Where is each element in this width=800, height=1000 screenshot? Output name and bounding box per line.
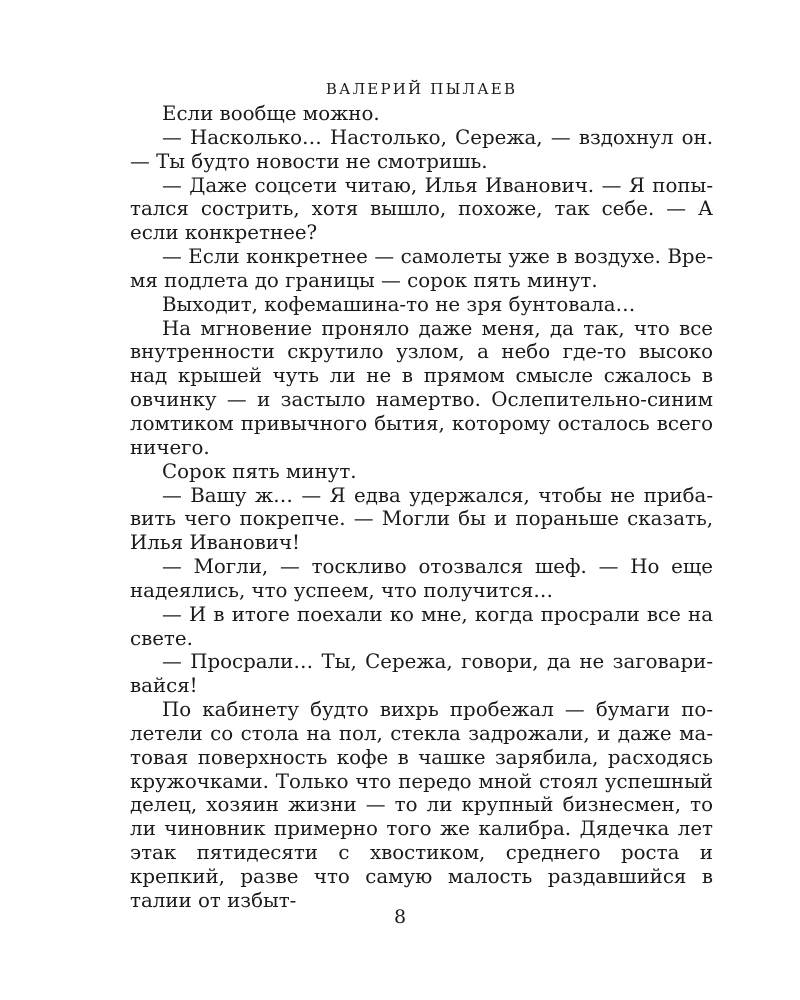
paragraph: — Если конкретнее — самолеты уже в воздухе. Время подлета до границы — сорок пять минут. — [130, 245, 713, 292]
paragraph: На мгновение проняло даже меня, да так, что все внутренности скрутило узлом, а небо где-то высоко над крышей чуть ли не в прямом смысле сжалось в овчинку — и застыло намертво. Ослепительно-синим ломтиком привычного бытия, которому осталось всего ничего. — [130, 316, 713, 459]
body-text — [130, 102, 713, 913]
paragraph: По кабинету будто вихрь пробежал — бумаги полетели со стола на пол, стекла задрожали, и даже матовая поверхность кофе в чашке зарябила, расходясь кружочками. Только что передо мной стоял успешный делец, хозяин жизни — то ли крупный бизнесмен, то ли чиновник примерно того же калибра. Дядечка лет этак пятидесяти с хвостиком, среднего роста и крепкий, разве что самую малость раздавшийся в талии от избыт- — [130, 698, 713, 912]
paragraph: — Просрали… Ты, Сережа, говори, да не заговаривайся! — [130, 650, 713, 698]
paragraph: — И в итоге поехали ко мне, когда просрали все на свете. — [130, 602, 713, 650]
page-number: 8 — [393, 906, 407, 928]
paragraph: — Даже соцсети читаю, Илья Иванович. — Я попытался сострить, хотя вышло, похоже, так себе. — А если конкретнее? — [130, 173, 713, 245]
paragraph: — Могли, — тоскливо отозвался шеф. — Но еще надеялись, что успеем, что получится… — [130, 555, 713, 602]
paragraph: Если вообще можно. — [162, 102, 380, 125]
paragraph: — Насколько… Настолько, Сережа, — вздохнул он. — Ты будто новости не смотришь. — [130, 125, 713, 173]
paragraph: — Вашу ж… — Я едва удержался, чтобы не прибавить чего покрепче. — Могли бы и пораньше сказать, Илья Иванович! — [130, 483, 713, 555]
book-page — [130, 78, 713, 913]
paragraph: Выходит, кофемашина-то не зря бунтовала… — [162, 292, 636, 316]
running-head: ВАЛЕРИЙ ПЫЛАЕВ — [325, 80, 518, 98]
paragraph: Сорок пять минут. — [162, 459, 357, 483]
